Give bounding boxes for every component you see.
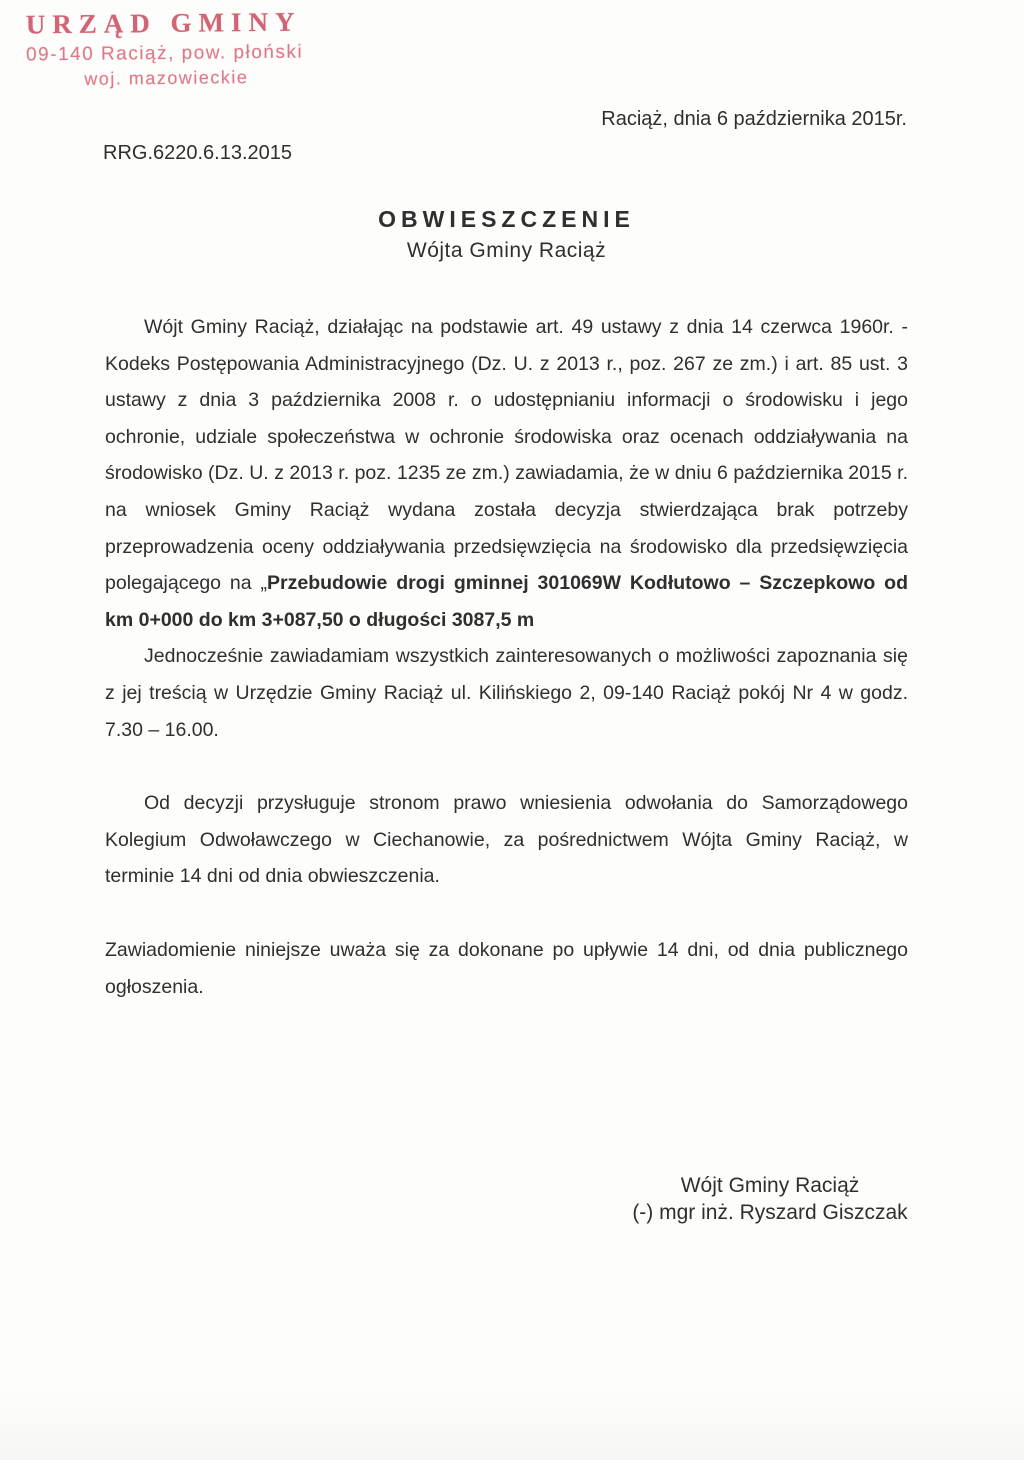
paragraph-notice-bold-project-name: Przebudowie drogi gminnej 301069W Kodłutowo – Szczepkowo od km 0+000 do km 3+087,50 o długości 3087,5 m (105, 572, 908, 631)
reference-number: RRG.6220.6.13.2015 (103, 142, 293, 164)
signature-block (555, 1172, 985, 1226)
paragraph-appeal-rights: Od decyzji przysługuje stronom prawo wniesienia odwołania do Samorządowego Kolegium Odwoławczego w Ciechanowie, za pośrednictwem Wójta Gminy Raciąż, w terminie 14 dni od dnia obwieszczenia. (105, 792, 908, 888)
signature-title: Wójt Gminy Raciąż (680, 1174, 860, 1197)
document-body (105, 309, 908, 1005)
stamp-office-name: URZĄD GMINY (25, 6, 302, 40)
paragraph-inspection-info: Jednocześnie zawiadamiam wszystkich zainteresowanych o możliwości zapoznania się z jej treścią w Urzędzie Gminy Raciąż ul. Kilińskiego 2, 09-140 Raciąż pokój Nr 4 w godz. 7.30 – 16.00. (105, 645, 908, 741)
signature-name: (-) mgr inż. Ryszard Giszczak (632, 1201, 908, 1224)
office-stamp (26, 7, 304, 91)
document-subtitle: Wójta Gminy Raciąż (406, 239, 607, 262)
date-line: Raciąż, dnia 6 października 2015r. (601, 108, 907, 130)
document-title: OBWIESZCZENIE (378, 206, 635, 232)
paragraph-notice-text: Wójt Gminy Raciąż, działając na podstawie art. 49 ustawy z dnia 14 czerwca 1960r. - Kodeks Postępowania Administracyjnego (Dz. U. z 2013 r., poz. 267 ze zm.) i art. 85 ust. 3 ustawy z dnia 3 października 2008 r. o udostępnianiu informacji o środowisku i jego ochronie, udziale społeczeństwa w ochronie środowiska oraz ocenach oddziaływania na środowisko (Dz. U. z 2013 r. poz. 1235 ze zm.) zawiadamia, że w dniu 6 października 2015 r. na wniosek Gminy Raciąż wydana została decyzja stwierdzająca brak potrzeby przeprowadzenia oceny oddziaływania przedsięwzięcia na środowisko dla przedsięwzięcia polegającego na „ (105, 316, 908, 595)
stamp-address: 09-140 Raciąż, pow. płoński (25, 41, 304, 66)
paragraph-notice (105, 309, 908, 638)
title-block (105, 206, 908, 263)
paragraph-effective-date: Zawiadomienie niniejsze uważa się za dokonane po upływie 14 dni, od dnia publicznego ogłoszenia. (105, 938, 908, 998)
stamp-voivodeship: woj. mazowieckie (84, 67, 249, 89)
